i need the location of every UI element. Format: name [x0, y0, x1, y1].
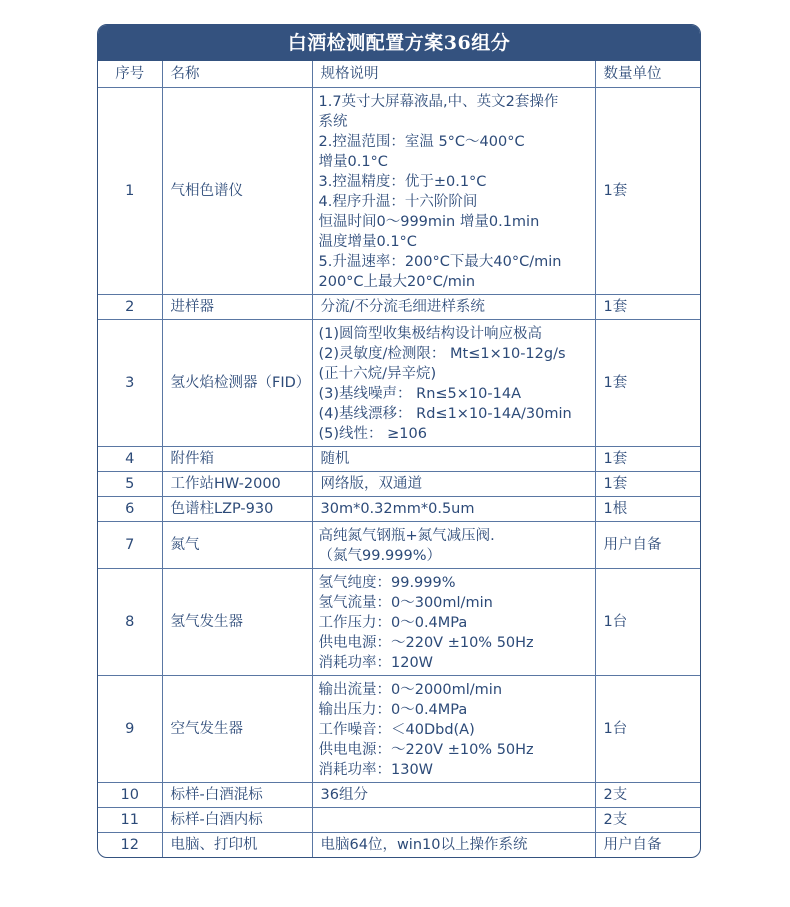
spec-line: (1)圆筒型收集极结构设计响应极高: [318, 326, 543, 342]
spec-line: 系统: [318, 114, 348, 130]
table-row: [98, 569, 700, 676]
spec-line: 网络版，双通道: [320, 476, 422, 492]
cell-index: 2: [98, 295, 162, 320]
header-index: 序号: [98, 61, 162, 88]
spec-line: 工作压力：0～0.4MPa: [318, 615, 468, 631]
table-row: [98, 472, 700, 497]
table-row: [98, 808, 700, 833]
cell-qty: 1套: [595, 88, 700, 295]
cell-qty: 1台: [595, 569, 700, 676]
cell-name: 标样-白酒混标: [162, 783, 312, 808]
spec-line: 工作噪音：＜40Dbd(A): [318, 722, 475, 738]
cell-spec: [312, 808, 595, 833]
cell-name: 工作站HW-2000: [162, 472, 312, 497]
cell-spec: [312, 295, 595, 320]
table-row: [98, 320, 700, 447]
cell-index: 5: [98, 472, 162, 497]
spec-line: （氮气99.999%）: [318, 548, 442, 564]
table-row: [98, 783, 700, 808]
cell-qty: 1套: [595, 320, 700, 447]
spec-line: 5.升温速率：200°C下最大40°C/min: [318, 254, 562, 270]
cell-name: 色谱柱LZP-930: [162, 497, 312, 522]
cell-index: 11: [98, 808, 162, 833]
cell-spec: [312, 783, 595, 808]
cell-index: 7: [98, 522, 162, 569]
table-row: [98, 522, 700, 569]
cell-index: 10: [98, 783, 162, 808]
spec-line: 温度增量0.1°C: [318, 234, 417, 250]
cell-index: 1: [98, 88, 162, 295]
spec-line: 恒温时间0～999min 增量0.1min: [318, 214, 540, 230]
cell-qty: 用户自备: [595, 833, 700, 858]
header-qty: 数量单位: [595, 61, 700, 88]
cell-name: 氢火焰检测器（FID）: [162, 320, 312, 447]
spec-line: 增量0.1°C: [318, 154, 388, 170]
spec-line: 36组分: [320, 787, 368, 803]
cell-spec: [312, 569, 595, 676]
cell-qty: 1套: [595, 472, 700, 497]
cell-spec: [312, 320, 595, 447]
header-spec: 规格说明: [312, 61, 595, 88]
table-body: [98, 88, 700, 858]
cell-name: 空气发生器: [162, 676, 312, 783]
table-row: [98, 88, 700, 295]
config-table-card: [97, 24, 701, 858]
spec-line: 2.控温范围：室温 5°C～400°C: [318, 134, 525, 150]
cell-name: 气相色谱仪: [162, 88, 312, 295]
cell-name: 进样器: [162, 295, 312, 320]
cell-spec: [312, 447, 595, 472]
spec-line: 供电电源：～220V ±10% 50Hz: [318, 635, 534, 651]
cell-qty: 1套: [595, 447, 700, 472]
cell-qty: 1根: [595, 497, 700, 522]
cell-qty: 2支: [595, 808, 700, 833]
table-row: [98, 295, 700, 320]
spec-line: 电脑64位，win10以上操作系统: [320, 837, 528, 853]
cell-spec: [312, 522, 595, 569]
table-row: [98, 833, 700, 858]
cell-index: 9: [98, 676, 162, 783]
spec-line: 消耗功率：120W: [318, 655, 434, 671]
spec-line: (2)灵敏度/检测限： Mt≤1×10-12g/s: [318, 346, 566, 362]
spec-line: 分流/不分流毛细进样系统: [320, 299, 485, 315]
cell-name: 氢气发生器: [162, 569, 312, 676]
cell-qty: 用户自备: [595, 522, 700, 569]
spec-line: (3)基线噪声： Rn≤5×10-14A: [318, 386, 521, 402]
cell-spec: [312, 833, 595, 858]
cell-name: 标样-白酒内标: [162, 808, 312, 833]
cell-index: 3: [98, 320, 162, 447]
spec-line: 3.控温精度：优于±0.1°C: [318, 174, 487, 190]
cell-index: 12: [98, 833, 162, 858]
cell-qty: 1台: [595, 676, 700, 783]
spec-line: 4.程序升温：十六阶阶间: [318, 194, 478, 210]
spec-line: 输出压力：0～0.4MPa: [318, 702, 468, 718]
cell-name: 氮气: [162, 522, 312, 569]
header-name: 名称: [162, 61, 312, 88]
cell-index: 8: [98, 569, 162, 676]
spec-line: 200°C上最大20°C/min: [318, 274, 476, 290]
spec-line: 输出流量：0～2000ml/min: [318, 682, 503, 698]
cell-spec: [312, 676, 595, 783]
config-table: [98, 61, 700, 857]
spec-line: 消耗功率：130W: [318, 762, 434, 778]
cell-spec: [312, 472, 595, 497]
cell-name: 电脑、打印机: [162, 833, 312, 858]
cell-spec: [312, 88, 595, 295]
cell-index: 4: [98, 447, 162, 472]
spec-line: 供电电源：～220V ±10% 50Hz: [318, 742, 534, 758]
cell-qty: 2支: [595, 783, 700, 808]
cell-spec: [312, 497, 595, 522]
spec-line: 随机: [320, 451, 350, 467]
table-row: [98, 497, 700, 522]
spec-line: 氢气流量：0～300ml/min: [318, 595, 493, 611]
spec-line: 30m*0.32mm*0.5um: [320, 501, 475, 517]
cell-index: 6: [98, 497, 162, 522]
cell-name: 附件箱: [162, 447, 312, 472]
spec-line: (4)基线漂移： Rd≤1×10-14A/30min: [318, 406, 572, 422]
spec-line: 1.7英寸大屏幕液晶,中、英文2套操作: [318, 94, 559, 110]
spec-line: 高纯氮气钢瓶+氮气减压阀.: [318, 528, 495, 544]
table-row: [98, 676, 700, 783]
spec-line: (正十六烷/异辛烷): [318, 366, 437, 382]
table-header-row: [98, 61, 700, 88]
cell-qty: 1套: [595, 295, 700, 320]
spec-line: 氢气纯度：99.999%: [318, 575, 456, 591]
table-row: [98, 447, 700, 472]
spec-line: (5)线性： ≥106: [318, 426, 427, 442]
table-title: 白酒检测配置方案36组分: [98, 25, 700, 61]
